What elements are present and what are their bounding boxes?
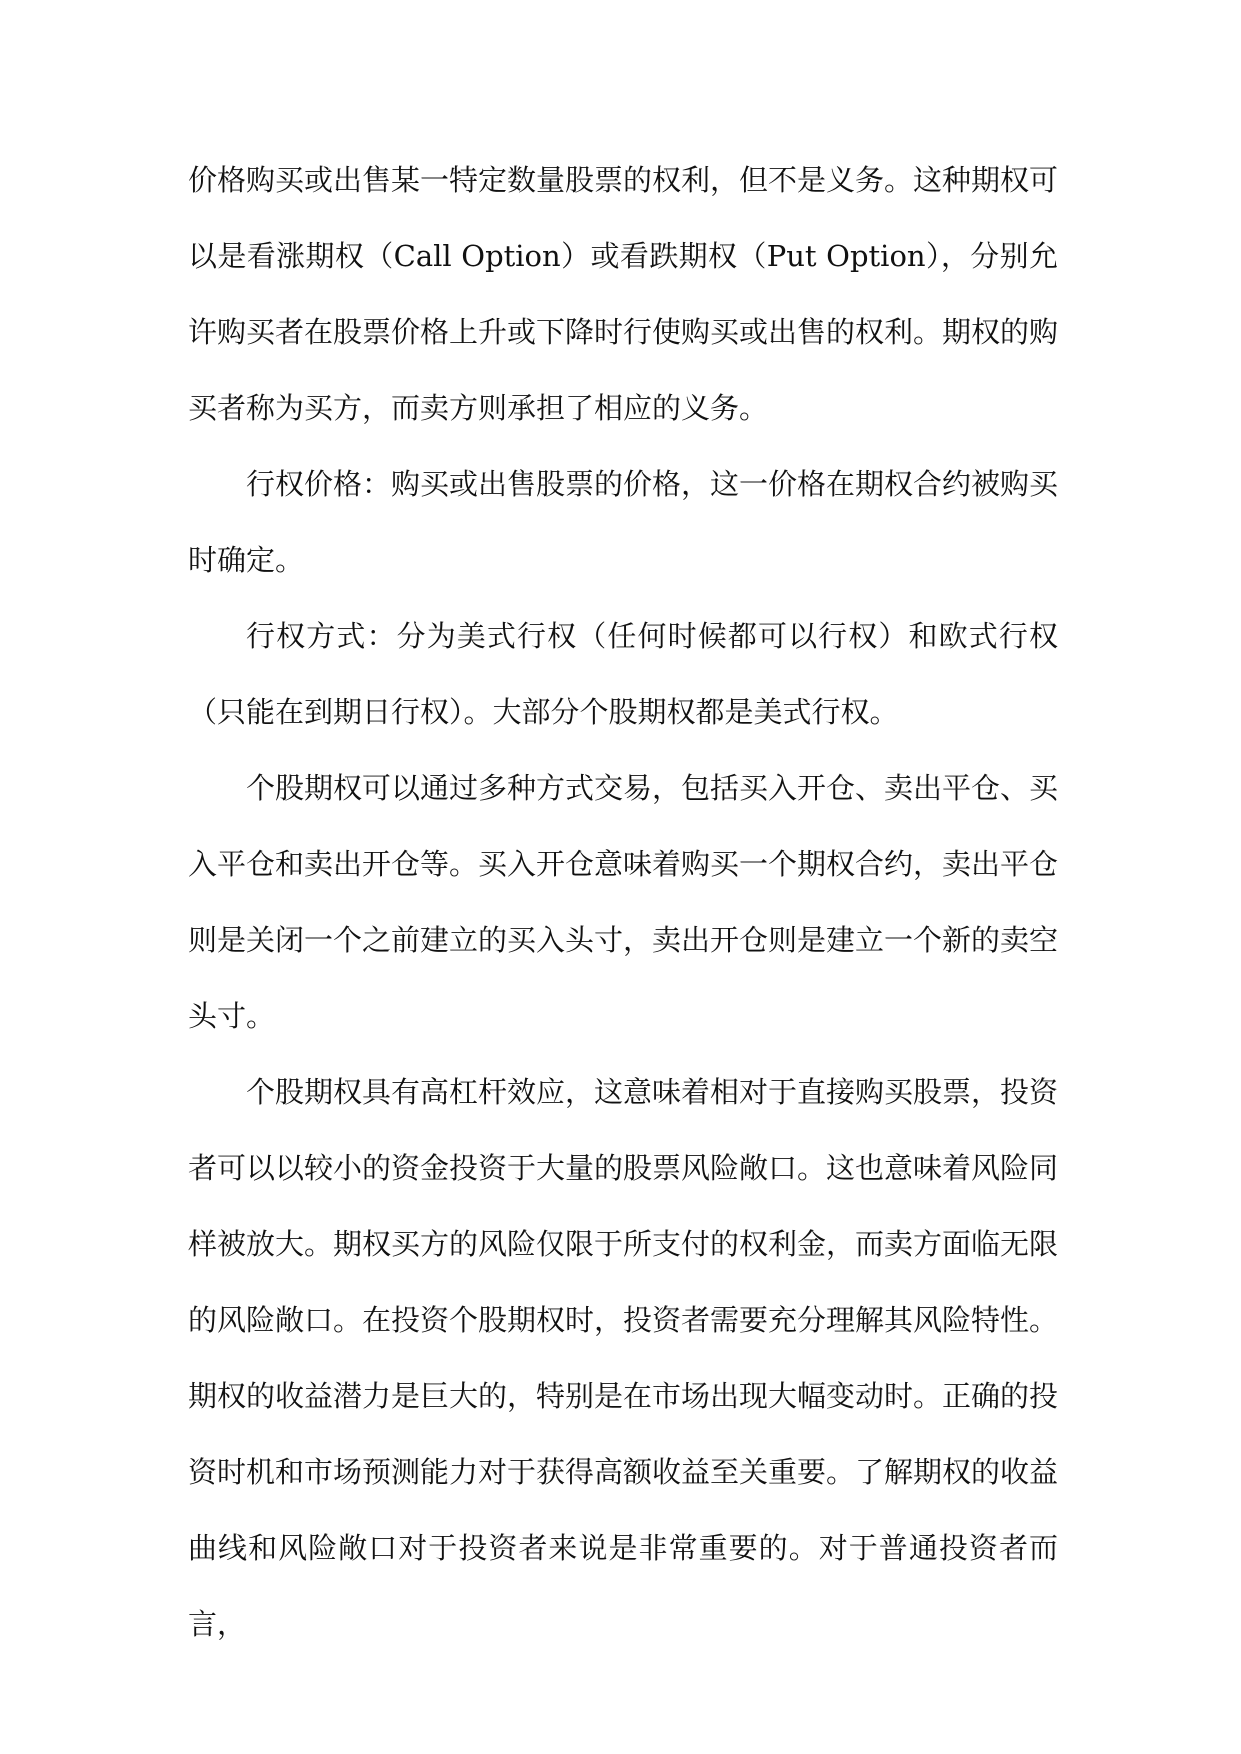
paragraph-trading-methods: 个股期权可以通过多种方式交易，包括买入开仓、卖出平仓、买入平仓和卖出开仓等。买入开仓意味着购买一个期权合约，卖出平仓则是关闭一个之前建立的买入头寸，卖出开仓则是建立一个新的卖空头寸。: [188, 771, 1059, 1033]
paragraph-strike-price: 行权价格：购买或出售股票的价格，这一价格在期权合约被购买时确定。: [188, 467, 1059, 577]
document-body: [188, 142, 1058, 1662]
paragraph-exercise-style: 行权方式：分为美式行权（任何时候都可以行权）和欧式行权（只能在到期日行权）。大部分个股期权都是美式行权。: [188, 619, 1058, 729]
paragraph-option-definition: 价格购买或出售某一特定数量股票的权利，但不是义务。这种期权可以是看涨期权（Call Option）或看跌期权（Put Option），分别允许购买者在股票价格上升或下降时行使购买或出售的权利。期权的购买者称为买方，而卖方则承担了相应的义务。: [188, 163, 1059, 425]
paragraph-leverage-risk: 个股期权具有高杠杆效应，这意味着相对于直接购买股票，投资者可以以较小的资金投资于大量的股票风险敞口。这也意味着风险同样被放大。期权买方的风险仅限于所支付的权利金，而卖方面临无限的风险敞口。在投资个股期权时，投资者需要充分理解其风险特性。期权的收益潜力是巨大的，特别是在市场出现大幅变动时。正确的投资时机和市场预测能力对于获得高额收益至关重要。了解期权的收益曲线和风险敞口对于投资者来说是非常重要的。对于普通投资者而言，: [188, 1075, 1059, 1641]
